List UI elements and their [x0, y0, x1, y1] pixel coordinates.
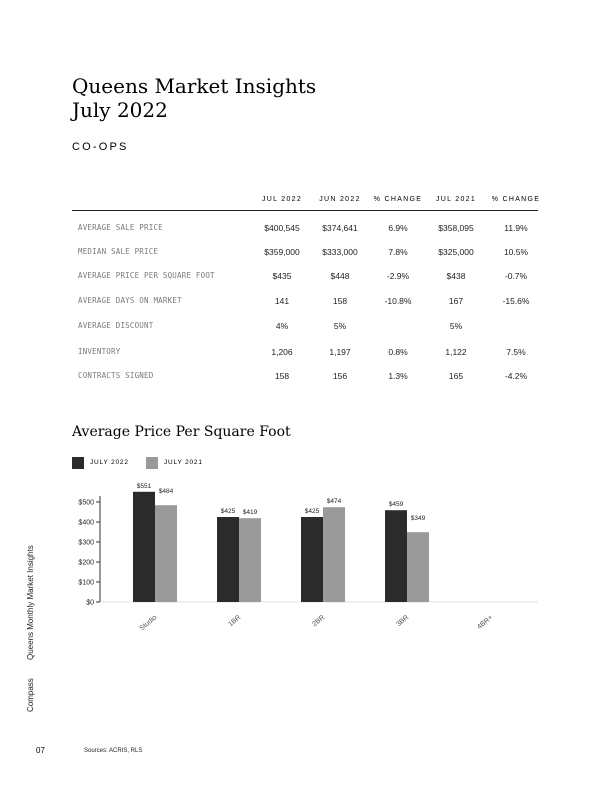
cell: 4%: [275, 321, 289, 331]
row-label: AVERAGE DISCOUNT: [78, 321, 154, 330]
bar-july-2022: [217, 517, 239, 602]
cell: -2.9%: [386, 271, 410, 281]
cell: $358,095: [438, 223, 474, 233]
y-tick-label: $0: [86, 599, 94, 607]
column-header: % CHANGE: [491, 196, 541, 203]
column-header: % CHANGE: [373, 196, 423, 203]
title-line-2: July 2022: [72, 98, 168, 122]
bar-july-2021: [407, 532, 429, 602]
bar-july-2022: [301, 517, 323, 602]
row-label: MEDIAN SALE PRICE: [78, 247, 159, 256]
y-tick-label: $200: [78, 559, 94, 567]
column-header: JUN 2022: [319, 196, 361, 203]
cell: -4.2%: [504, 371, 528, 381]
cell: $374,641: [322, 223, 358, 233]
table-row: [72, 223, 538, 239]
bar-july-2021: [239, 518, 261, 602]
table-header: [72, 196, 541, 210]
page-title: [72, 74, 316, 122]
y-tick-label: $500: [78, 499, 94, 507]
data-label: $425: [220, 508, 236, 515]
data-label: $419: [242, 509, 258, 517]
row-label: AVERAGE SALE PRICE: [78, 223, 163, 232]
cell: $435: [272, 271, 292, 281]
row-label: AVERAGE PRICE PER SQUARE FOOT: [78, 271, 215, 280]
x-tick-label: Studio: [138, 614, 159, 633]
cell: $325,000: [438, 247, 474, 257]
cell: $333,000: [322, 247, 358, 257]
bar-july-2021: [155, 505, 177, 602]
cell: -0.7%: [504, 271, 528, 281]
row-label: CONTRACTS SIGNED: [78, 371, 154, 380]
row-label: INVENTORY: [78, 347, 121, 356]
bar-july-2022: [133, 492, 155, 602]
cell: 5%: [449, 321, 463, 331]
y-tick-label: $300: [78, 539, 94, 547]
title-line-1: Queens Market Insights: [72, 74, 317, 98]
data-label: $349: [410, 515, 426, 523]
row-label: AVERAGE DAYS ON MARKET: [78, 296, 182, 305]
cell: 141: [274, 296, 290, 306]
cell: 7.8%: [388, 247, 408, 257]
legend-label: JULY 2022: [90, 459, 129, 466]
sources-note: Sources: ACRIS, RLS: [84, 748, 143, 754]
cell: $359,000: [264, 247, 300, 257]
bar-july-2021: [323, 507, 345, 602]
cell: 0.8%: [388, 347, 408, 357]
cell: -15.6%: [502, 296, 530, 306]
table-row: [72, 247, 538, 263]
cell: 1,197: [329, 347, 351, 357]
cell: 167: [448, 296, 464, 306]
table-row: [72, 321, 538, 337]
legend-label: JULY 2021: [164, 459, 203, 466]
cell: $448: [330, 271, 350, 281]
column-header: JUL 2021: [435, 196, 477, 203]
x-tick-label: 1BR: [227, 614, 243, 629]
x-tick-label: 2BR: [311, 614, 327, 629]
table-row: [72, 271, 538, 287]
data-label: $474: [326, 498, 342, 506]
x-tick-label: 4BR+: [476, 614, 495, 631]
cell: 1,122: [445, 347, 467, 357]
x-tick-label: 3BR: [395, 614, 411, 629]
cell: 7.5%: [506, 347, 526, 357]
page-number: 07: [36, 746, 45, 755]
data-label: $425: [304, 508, 320, 515]
cell: 158: [274, 371, 290, 381]
y-tick-label: $400: [78, 519, 94, 527]
cell: $438: [446, 271, 466, 281]
legend-swatch: [146, 457, 158, 469]
cell: 1.3%: [388, 371, 408, 381]
sidebar-report-name: Queens Monthly Market Insights: [26, 545, 35, 660]
y-tick-label: $100: [78, 579, 94, 587]
data-label: $484: [158, 488, 174, 496]
cell: 1,206: [271, 347, 293, 357]
table-row: [72, 371, 538, 387]
sidebar-brand: Compass: [26, 678, 35, 712]
data-label: $551: [136, 482, 152, 490]
cell: -10.8%: [384, 296, 412, 306]
cell: 156: [332, 371, 348, 381]
data-label: $459: [388, 501, 404, 509]
cell: 5%: [333, 321, 347, 331]
section-label: CO-OPS: [72, 141, 129, 153]
table-divider: [72, 210, 538, 211]
bar-july-2022: [385, 510, 407, 602]
chart-title: Average Price Per Square Foot: [72, 424, 291, 440]
table-row: [72, 296, 538, 312]
cell: 11.9%: [504, 223, 528, 233]
cell: $400,545: [264, 223, 300, 233]
cell: 10.5%: [503, 247, 529, 257]
cell: 158: [332, 296, 348, 306]
cell: 6.9%: [388, 223, 408, 233]
table-row: [72, 347, 538, 363]
cell: 165: [448, 371, 464, 381]
column-header: JUL 2022: [261, 196, 303, 203]
legend-swatch: [72, 457, 84, 469]
